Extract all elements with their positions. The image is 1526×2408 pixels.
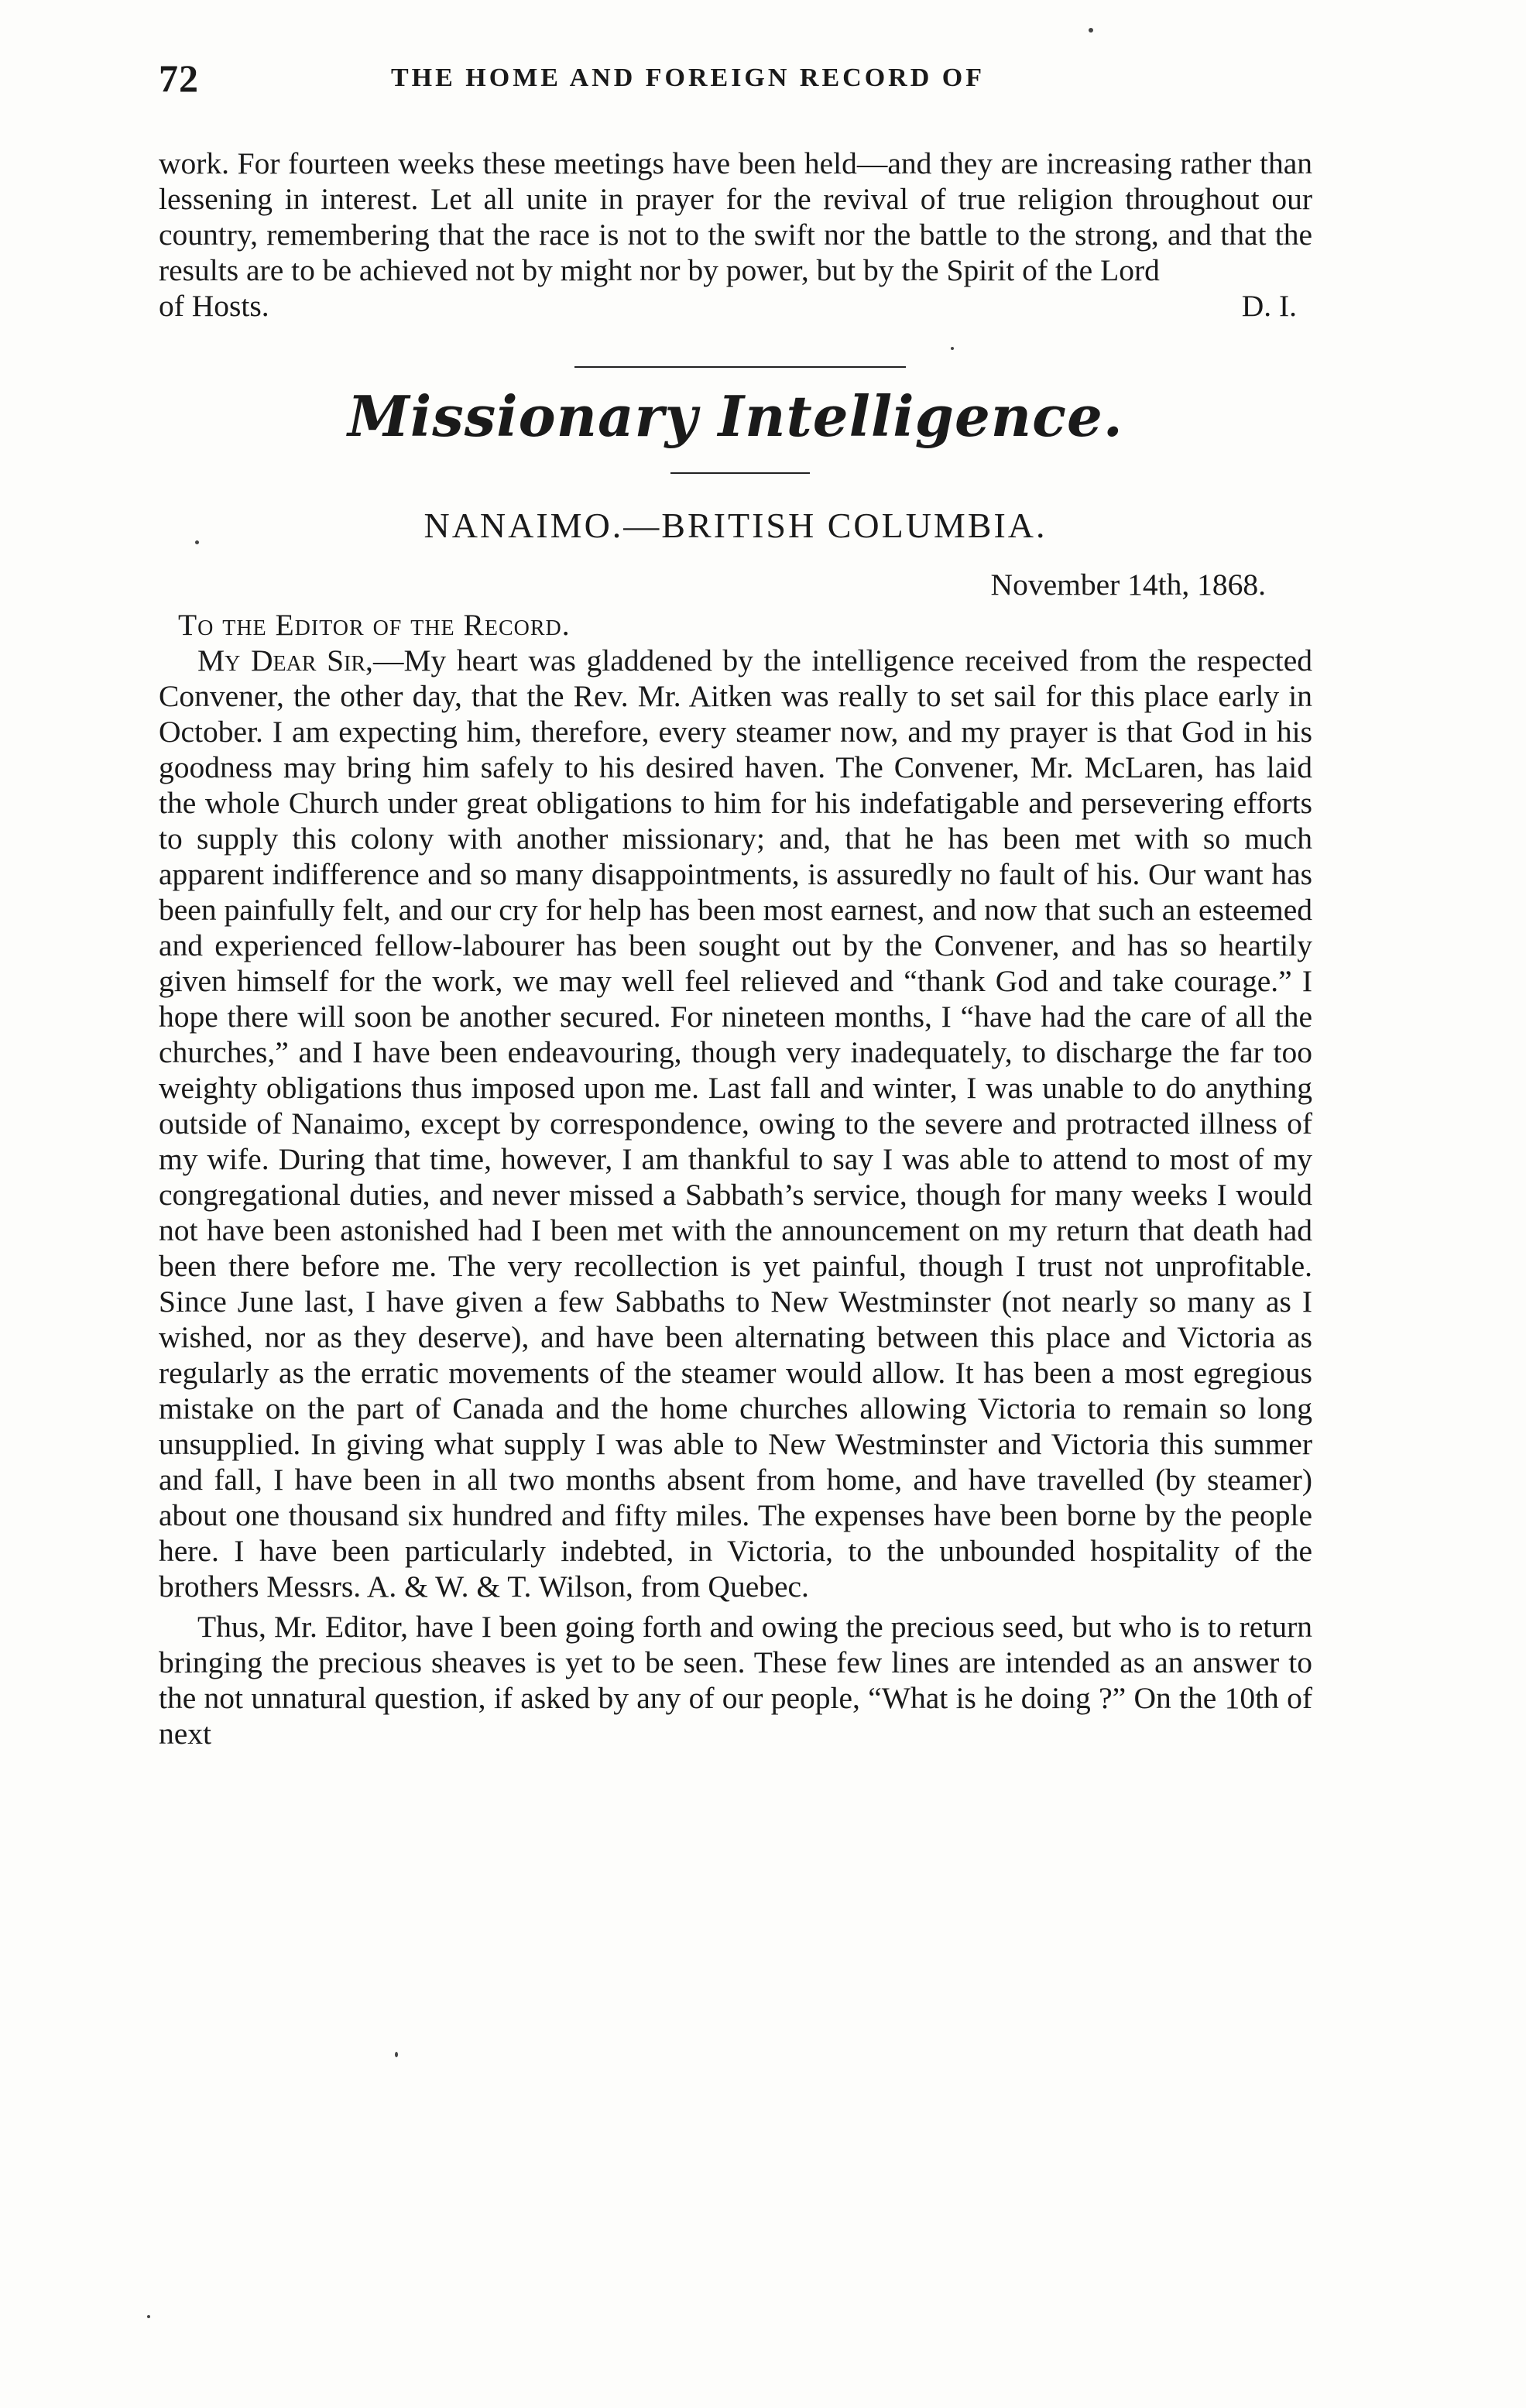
signature: D. I. <box>1241 289 1297 323</box>
closing-text: of Hosts. <box>159 289 269 323</box>
letter-body <box>159 643 1312 1751</box>
section-heading: Missionary Intelligence. <box>348 383 1123 449</box>
article-title: NANAIMO.—BRITISH COLUMBIA. <box>424 506 1048 545</box>
letter-paragraph-1 <box>159 643 1312 1604</box>
continued-paragraph: work. For fourteen weeks these meetings have been held—and they are increasing rather than lessening in interest. Let all unite in prayer for the revival of true religion throughout our country, remembering that the race is not to the swift nor the battle to the strong, and that the results are to be achieved not by might nor by power, but by the Spirit of the Lord <box>159 146 1312 287</box>
page-header <box>159 56 1320 102</box>
scan-speck <box>951 347 954 350</box>
letter-paragraph-1-text: —My heart was gladdened by the intelligence received from the respected Convener, the other day, that the Rev. Mr. Aitken was really to set sail for this place early in October. I am expecting him, therefore, every steamer now, and my prayer is that God in his goodness may bring him safely to his desired haven. The Convener, Mr. McLaren, has laid the whole Church under great obligations to him for his indefatigable and persevering efforts to supply this colony with another missionary; and, that he has been met with so much apparent indifference and so many disappointments, is assuredly no fault of his. Our want has been painfully felt, and our cry for help has been most earnest, and now that such an esteemed and experienced fellow-labourer has been sought out by the Convener, and has so heartily given himself for the work, we may well feel relieved and “thank God and take courage.” I hope there will soon be another secured. For nineteen months, I “have had the care of all the churches,” and I have been endeavouring, though very inadequately, to discharge the far too weighty obligations thus imposed upon me. Last fall and winter, I was unable to do anything outside of Nanaimo, except by correspondence, owing to the severe and protracted illness of my wife. During that time, however, I am thankful to say I was able to attend to most of my congregational duties, and never missed a Sabbath’s service, though for many weeks I would not have been astonished had I been met with the announcement on my return that death had been there before me. The very recollection is yet painful, though I trust not unprofitable. Since June last, I have given a few Sabbaths to New Westminster (not nearly so many as I wished, nor as they deserve), and have been alternating between this place and Victoria as regularly as the erratic movements of the steamer would allow. It has been a most egregious mistake on the part of Canada and the home churches allowing Victoria to remain so long unsupplied. In giving what supply I was able to New Westminster and Victoria this summer and fall, I have been in all two months absent from home, and have travelled (by steamer) about one thousand six hundred and fifty miles. The expenses have been borne by the people here. I have been particularly indebted, in Victoria, to the unbounded hospitality of the brothers Messrs. A. & W. & T. Wilson, from Quebec. <box>159 643 1312 1604</box>
scan-speck <box>147 2315 150 2318</box>
addressee: To the Editor of the Record. <box>178 608 571 642</box>
running-head: THE HOME AND FOREIGN RECORD OF <box>391 63 985 92</box>
section-divider-top <box>574 366 906 368</box>
dateline: November 14th, 1868. <box>990 568 1266 602</box>
page-number: 72 <box>159 57 199 100</box>
letter-paragraph-2: Thus, Mr. Editor, have I been going forth and owing the precious seed, but who is to return bringing the precious sheaves is yet to be seen. These few lines are intended as an answer to the not unnatural question, if asked by any of our people, “What is he doing ?” On the 10th of next <box>159 1610 1312 1751</box>
scan-speck <box>195 540 199 544</box>
greeting: My Dear Sir, <box>197 643 373 677</box>
continued-article <box>159 146 1312 324</box>
closing-line <box>159 288 1312 324</box>
scan-speck <box>1089 28 1093 33</box>
scan-speck <box>395 2052 398 2057</box>
section-divider-bottom <box>670 472 810 474</box>
